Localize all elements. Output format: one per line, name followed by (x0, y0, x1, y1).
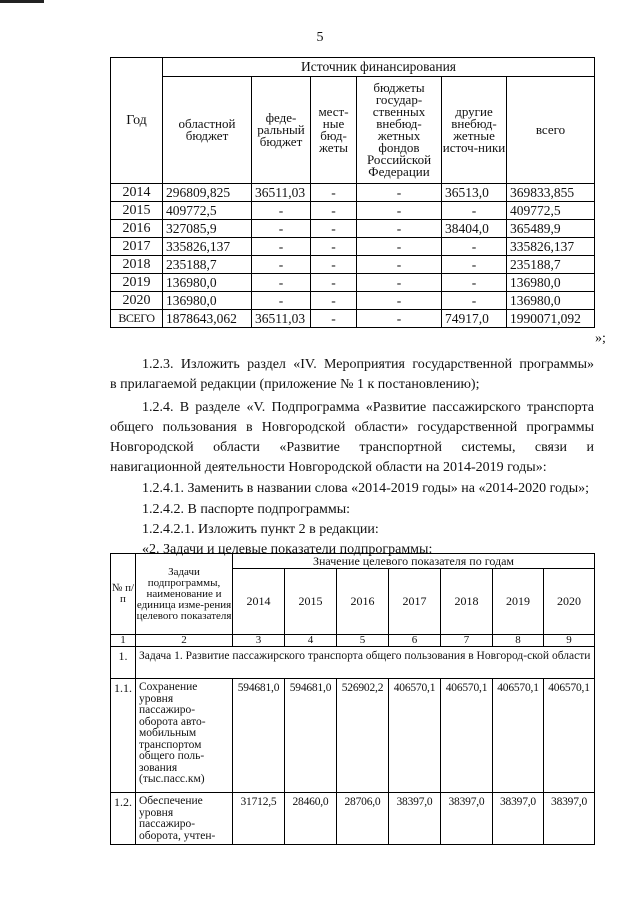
value-cell: - (252, 256, 311, 274)
row-number: 1.1. (111, 679, 136, 793)
value-cell: - (252, 274, 311, 292)
value-cell: 235188,7 (507, 256, 595, 274)
value-cell: 409772,5 (163, 202, 252, 220)
paragraph-1-2-4-line-1: 1.2.4. В разделе «V. Подпрограмма «Развитие пассажирского транспорта (142, 400, 594, 415)
header-total: всего (507, 77, 595, 184)
column-number: 6 (389, 635, 441, 647)
table-row (111, 202, 595, 220)
indicator-value: 31712,5 (233, 793, 285, 845)
year-cell: 2018 (111, 256, 163, 274)
year-cell: ВСЕГО (111, 310, 163, 328)
value-cell: 1878643,062 (163, 310, 252, 328)
value-cell: - (442, 256, 507, 274)
value-cell: - (357, 292, 442, 310)
financing-table (110, 57, 595, 328)
top-edge-mark (0, 0, 44, 3)
year-header-2016: 2016 (337, 569, 389, 635)
value-cell: 36513,0 (442, 184, 507, 202)
paragraph-1-2-3-line-1: 1.2.3. Изложить раздел «IV. Мероприятия государственной программы» (142, 357, 594, 372)
task-1-text: Задача 1. Развитие пассажирского транспорта общего пользования в Новгород-ской области (136, 647, 595, 679)
value-cell: - (311, 220, 357, 238)
paragraph-1-2-4-2: 1.2.4.2. В паспорте подпрограммы: (142, 502, 351, 517)
header-task-name: Задачи подпрограммы, наименование и единица изме-рения целевого показателя (136, 554, 233, 635)
value-cell: - (357, 256, 442, 274)
paragraph-1-2-4-line-4: навигационной деятельности Новгородской области на 2014-2019 годы»: (110, 460, 547, 475)
value-cell: - (252, 238, 311, 256)
value-cell: - (357, 184, 442, 202)
table-row (111, 679, 595, 793)
value-cell: - (357, 202, 442, 220)
value-cell: - (357, 220, 442, 238)
indicator-value: 406570,1 (389, 679, 441, 793)
year-cell: 2015 (111, 202, 163, 220)
value-cell: 327085,9 (163, 220, 252, 238)
column-numbers-row (111, 635, 595, 647)
value-cell: 335826,137 (163, 238, 252, 256)
header-year: Год (111, 58, 163, 184)
row-number: 1.2. (111, 793, 136, 845)
indicator-value: 38397,0 (493, 793, 544, 845)
indicator-value: 28460,0 (285, 793, 337, 845)
year-cell: 2020 (111, 292, 163, 310)
table-row (111, 184, 595, 202)
paragraph-1-2-4-1: 1.2.4.1. Заменить в названии слова «2014-2019 годы» на «2014-2020 годы»; (142, 481, 590, 496)
financing-table-body (111, 184, 595, 328)
value-cell: - (442, 238, 507, 256)
value-cell: - (442, 202, 507, 220)
indicators-table-body (111, 679, 595, 845)
year-cell: 2019 (111, 274, 163, 292)
value-cell: - (252, 220, 311, 238)
year-cell: 2017 (111, 238, 163, 256)
value-cell: 74917,0 (442, 310, 507, 328)
value-cell: 235188,7 (163, 256, 252, 274)
column-number: 2 (136, 635, 233, 647)
value-cell: - (357, 310, 442, 328)
indicator-name: Сохранение уровня пассажиро-оборота авто-мобильным транспортом общего поль-зования (тыс.пасс.км) (136, 679, 233, 793)
value-cell: 335826,137 (507, 238, 595, 256)
year-header-2018: 2018 (441, 569, 493, 635)
table-row (111, 793, 595, 845)
table-closing-quote: »; (595, 331, 606, 346)
indicator-value: 594681,0 (233, 679, 285, 793)
value-cell: - (311, 274, 357, 292)
column-number: 5 (337, 635, 389, 647)
header-state-funds: бюджеты государ-ственных внебюд-жетных фондов Российской Федерации (357, 77, 442, 184)
paragraph-1-2-4-line-2: общего пользования в Новгородской области» государственной программы (110, 420, 594, 435)
paragraph-1-2-4-2-1: 1.2.4.2.1. Изложить пункт 2 в редакции: (142, 522, 379, 537)
column-number: 3 (233, 635, 285, 647)
value-cell: - (311, 184, 357, 202)
paragraph-tasks-heading: «2. Задачи и целевые показатели подпрограммы: (142, 542, 433, 557)
indicator-value: 406570,1 (544, 679, 595, 793)
table-row (111, 220, 595, 238)
header-source: Источник финансирования (163, 58, 595, 77)
value-cell: - (357, 274, 442, 292)
value-cell: - (311, 238, 357, 256)
year-header-2019: 2019 (493, 569, 544, 635)
column-number: 7 (441, 635, 493, 647)
value-cell: 1990071,092 (507, 310, 595, 328)
column-number: 9 (544, 635, 595, 647)
task-1-number: 1. (111, 647, 136, 679)
year-header-2015: 2015 (285, 569, 337, 635)
value-cell: - (311, 310, 357, 328)
page-number: 5 (316, 30, 324, 45)
year-cell: 2014 (111, 184, 163, 202)
indicators-table (110, 553, 595, 845)
header-values-by-year: Значение целевого показателя по годам (233, 554, 595, 569)
value-cell: 36511,03 (252, 310, 311, 328)
year-header-2017: 2017 (389, 569, 441, 635)
paragraph-1-2-3-line-2: в прилагаемой редакции (приложение № 1 к постановлению); (110, 377, 480, 392)
table-row (111, 238, 595, 256)
table-row (111, 292, 595, 310)
value-cell: - (442, 274, 507, 292)
indicator-name: Обеспечение уровня пассажиро-оборота, учтен- (136, 793, 233, 845)
header-number: № п/п (111, 554, 136, 635)
indicator-value: 38397,0 (389, 793, 441, 845)
indicator-value: 28706,0 (337, 793, 389, 845)
indicator-value: 526902,2 (337, 679, 389, 793)
year-header-2014: 2014 (233, 569, 285, 635)
indicator-value: 406570,1 (441, 679, 493, 793)
column-number: 8 (493, 635, 544, 647)
value-cell: - (311, 292, 357, 310)
indicator-value: 38397,0 (441, 793, 493, 845)
value-cell: - (252, 202, 311, 220)
table-row (111, 256, 595, 274)
value-cell: 136980,0 (163, 292, 252, 310)
column-number: 1 (111, 635, 136, 647)
value-cell: 38404,0 (442, 220, 507, 238)
header-regional-budget: областной бюджет (163, 77, 252, 184)
header-federal-budget: феде-ральный бюджет (252, 77, 311, 184)
value-cell: - (252, 292, 311, 310)
value-cell: - (311, 202, 357, 220)
value-cell: 136980,0 (507, 292, 595, 310)
value-cell: 365489,9 (507, 220, 595, 238)
indicator-value: 594681,0 (285, 679, 337, 793)
value-cell: 136980,0 (507, 274, 595, 292)
header-local-budgets: мест-ные бюд-жеты (311, 77, 357, 184)
year-header-2020: 2020 (544, 569, 595, 635)
value-cell: 136980,0 (163, 274, 252, 292)
value-cell: 369833,855 (507, 184, 595, 202)
table-row (111, 274, 595, 292)
table-row (111, 310, 595, 328)
value-cell: 36511,03 (252, 184, 311, 202)
value-cell: - (311, 256, 357, 274)
column-number: 4 (285, 635, 337, 647)
indicator-value: 406570,1 (493, 679, 544, 793)
header-other-sources: другие внебюд-жетные источ-ники (442, 77, 507, 184)
indicator-value: 38397,0 (544, 793, 595, 845)
value-cell: - (357, 238, 442, 256)
value-cell: 296809,825 (163, 184, 252, 202)
value-cell: 409772,5 (507, 202, 595, 220)
value-cell: - (442, 292, 507, 310)
year-cell: 2016 (111, 220, 163, 238)
paragraph-1-2-4-line-3: Новгородской области «Развитие транспортной системы, связи и (110, 440, 594, 455)
